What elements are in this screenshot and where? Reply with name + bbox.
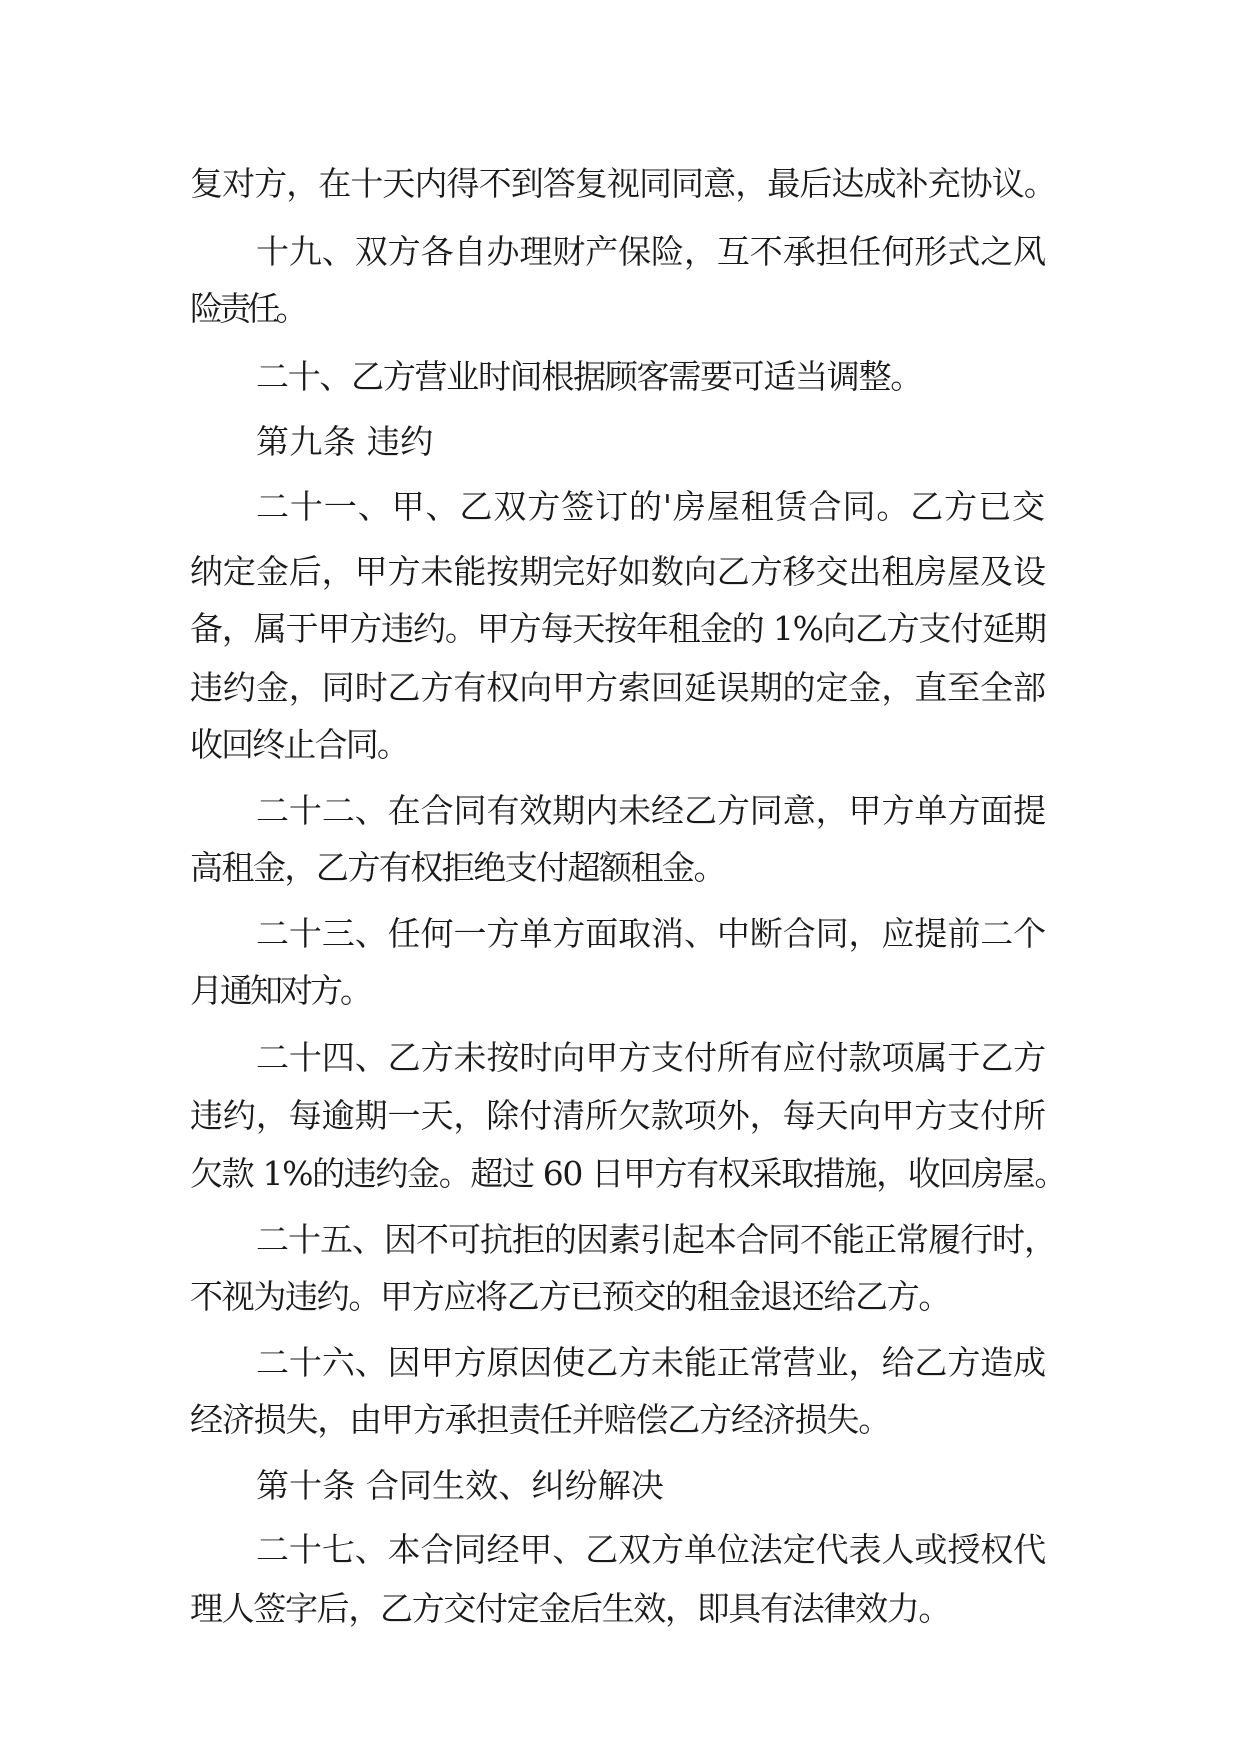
text-line: 经济损失，由甲方承担责任并赔偿乙方经济损失。 xyxy=(190,1400,891,1439)
text-line: 二十六、因甲方原因使乙方未能正常营业，给乙方造成 xyxy=(256,1343,1047,1382)
text-line: 第九条 违约 xyxy=(256,422,434,461)
text-line: 第十条 合同生效、纠纷解决 xyxy=(256,1466,664,1505)
text-line: 险责任。 xyxy=(190,289,304,328)
text-line: 高租金，乙方有权拒绝支付超额租金。 xyxy=(190,848,725,887)
text-line: 十九、双方各自办理财产保险，互不承担任何形式之风 xyxy=(256,232,1047,271)
text-line: 二十二、在合同有效期内未经乙方同意，甲方单方面提 xyxy=(256,791,1047,830)
text-line: 违约，每逾期一天，除付清所欠款项外，每天向甲方支付所 xyxy=(190,1096,1046,1135)
text-line: 收回终止合同。 xyxy=(190,725,408,764)
text-line: 月通知对方。 xyxy=(190,971,370,1010)
text-line: 二十三、任何一方单方面取消、中断合同，应提前二个 xyxy=(256,914,1047,953)
text-line: 二十、乙方营业时间根据顾客需要可适当调整。 xyxy=(256,357,922,396)
text-line: 复对方，在十天内得不到答复视同同意，最后达成补充协议。 xyxy=(190,164,1056,203)
text-line: 理人签字后，乙方交付定金后生效，即具有法律效力。 xyxy=(190,1589,951,1628)
text-line: 纳定金后，甲方未能按期完好如数向乙方移交出租房屋及设 xyxy=(190,552,1046,591)
text-line: 二十四、乙方未按时向甲方支付所有应付款项属于乙方 xyxy=(256,1038,1047,1077)
text-line: 二十五、因不可抗拒的因素引起本合同不能正常履行时， xyxy=(256,1220,1056,1259)
text-line: 欠款 1%的违约金。超过 60 日甲方有权采取措施，收回房屋。 xyxy=(190,1154,1066,1193)
text-line: 二十七、本合同经甲、乙双方单位法定代表人或授权代 xyxy=(256,1530,1047,1569)
text-line: 不视为违约。甲方应将乙方已预交的租金退还给乙方。 xyxy=(190,1277,951,1316)
text-line: 违约金，同时乙方有权向甲方索回延误期的定金，直至全部 xyxy=(190,668,1046,707)
text-line: 备，属于甲方违约。甲方每天按年租金的 1%向乙方支付延期 xyxy=(190,609,1046,648)
text-line: 二十一、甲、乙双方签订的'房屋租赁合同。乙方已交 xyxy=(256,487,1046,526)
